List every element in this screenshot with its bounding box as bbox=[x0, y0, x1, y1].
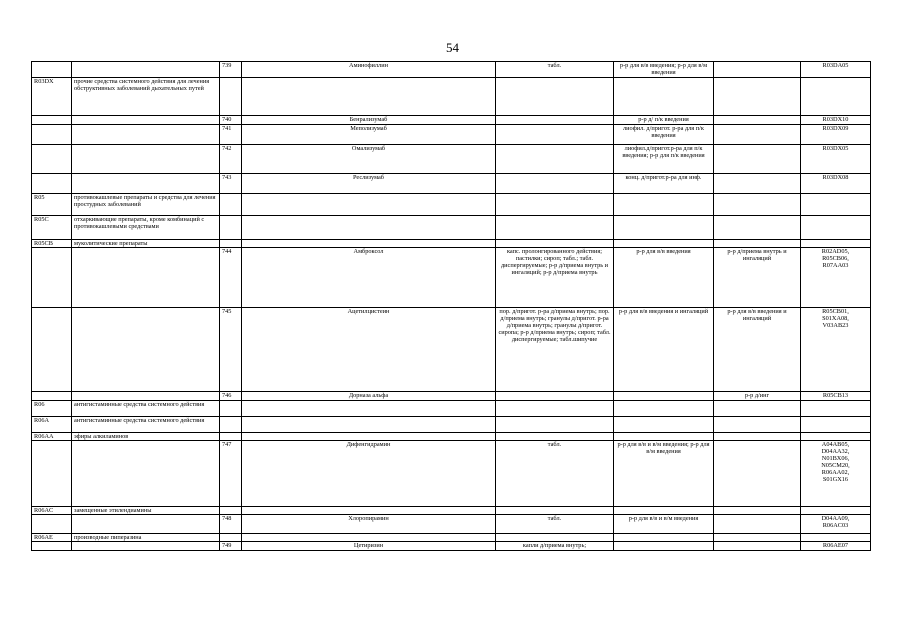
drug-name: Хлоропирамин bbox=[242, 515, 496, 534]
atc-group-code bbox=[32, 542, 72, 551]
form-other bbox=[714, 216, 801, 240]
group-name bbox=[72, 145, 220, 174]
form-injections bbox=[614, 216, 714, 240]
row-number: 743 bbox=[220, 174, 242, 194]
drug-name bbox=[242, 507, 496, 515]
atc-group-code: R05C bbox=[32, 216, 72, 240]
row-number: 748 bbox=[220, 515, 242, 534]
row-number bbox=[220, 240, 242, 248]
group-name bbox=[72, 515, 220, 534]
group-name bbox=[72, 542, 220, 551]
form-tablets: табл. bbox=[496, 441, 614, 507]
atc-group-code: R06AA bbox=[32, 433, 72, 441]
form-other: р-р д/инг bbox=[714, 392, 801, 401]
group-name: антигистаминные средства системного действия bbox=[72, 417, 220, 433]
form-tablets: капс. пролонгированного действия; пастилки; сироп; табл.; табл. диспергируемые; р-р д/приема внутрь и ингаляций; р-р д/приема внутрь bbox=[496, 248, 614, 308]
table-row bbox=[32, 433, 871, 441]
row-number bbox=[220, 194, 242, 216]
row-number bbox=[220, 433, 242, 441]
page-number: 54 bbox=[446, 40, 459, 55]
atc-code: R03DX10 bbox=[801, 116, 871, 125]
drug-name: Аминофиллин bbox=[242, 62, 496, 78]
form-injections: конц. д/пригот.р-ра для инф. bbox=[614, 174, 714, 194]
drug-name bbox=[242, 417, 496, 433]
atc-group-code bbox=[32, 441, 72, 507]
group-name bbox=[72, 174, 220, 194]
table-row bbox=[32, 534, 871, 542]
table-row bbox=[32, 248, 871, 308]
row-number bbox=[220, 401, 242, 417]
atc-group-code bbox=[32, 248, 72, 308]
group-name: отхаркивающие препараты, кроме комбинаций с противокашлевыми средствами bbox=[72, 216, 220, 240]
form-other bbox=[714, 240, 801, 248]
atc-code: R03DX09 bbox=[801, 125, 871, 145]
form-tablets bbox=[496, 534, 614, 542]
row-number: 742 bbox=[220, 145, 242, 174]
form-injections: р-р для в/в и в/м введения; р-р для в/м введения bbox=[614, 441, 714, 507]
form-other bbox=[714, 441, 801, 507]
row-number: 739 bbox=[220, 62, 242, 78]
form-tablets bbox=[496, 78, 614, 116]
group-name: замещенные этилендиамины bbox=[72, 507, 220, 515]
atc-group-code bbox=[32, 515, 72, 534]
form-injections bbox=[614, 542, 714, 551]
row-number: 747 bbox=[220, 441, 242, 507]
form-injections bbox=[614, 240, 714, 248]
atc-code: R05CB13 bbox=[801, 392, 871, 401]
row-number bbox=[220, 78, 242, 116]
drug-name: Дорназа альфа bbox=[242, 392, 496, 401]
table-row bbox=[32, 125, 871, 145]
form-injections: лиофил.д/пригот.р-ра для п/к введения; р-р для п/к введения bbox=[614, 145, 714, 174]
atc-group-code: R05CB bbox=[32, 240, 72, 248]
atc-code bbox=[801, 240, 871, 248]
drug-list-table bbox=[31, 61, 871, 551]
atc-code: R06AE07 bbox=[801, 542, 871, 551]
drug-name bbox=[242, 78, 496, 116]
form-other bbox=[714, 534, 801, 542]
group-name bbox=[72, 62, 220, 78]
table-row bbox=[32, 194, 871, 216]
drug-name bbox=[242, 240, 496, 248]
group-name bbox=[72, 441, 220, 507]
drug-name: Омализумаб bbox=[242, 145, 496, 174]
form-injections: р-р для в/в введения и ингаляций bbox=[614, 308, 714, 392]
form-other bbox=[714, 62, 801, 78]
atc-group-code bbox=[32, 392, 72, 401]
row-number bbox=[220, 216, 242, 240]
form-injections bbox=[614, 401, 714, 417]
form-injections bbox=[614, 392, 714, 401]
form-tablets: табл. bbox=[496, 62, 614, 78]
drug-name: Ацетилцистеин bbox=[242, 308, 496, 392]
drug-name bbox=[242, 433, 496, 441]
row-number: 745 bbox=[220, 308, 242, 392]
group-name bbox=[72, 125, 220, 145]
atc-group-code bbox=[32, 145, 72, 174]
table-row bbox=[32, 441, 871, 507]
atc-code bbox=[801, 433, 871, 441]
form-other bbox=[714, 515, 801, 534]
form-injections bbox=[614, 433, 714, 441]
row-number bbox=[220, 534, 242, 542]
form-tablets bbox=[496, 174, 614, 194]
atc-group-code: R06 bbox=[32, 401, 72, 417]
row-number: 741 bbox=[220, 125, 242, 145]
row-number: 740 bbox=[220, 116, 242, 125]
group-name bbox=[72, 392, 220, 401]
form-tablets bbox=[496, 145, 614, 174]
atc-group-code: R06AC bbox=[32, 507, 72, 515]
group-name bbox=[72, 116, 220, 125]
atc-group-code bbox=[32, 125, 72, 145]
form-injections bbox=[614, 194, 714, 216]
atc-group-code: R06AE bbox=[32, 534, 72, 542]
table-row bbox=[32, 507, 871, 515]
form-other bbox=[714, 507, 801, 515]
form-injections bbox=[614, 507, 714, 515]
group-name bbox=[72, 308, 220, 392]
row-number: 749 bbox=[220, 542, 242, 551]
table-row bbox=[32, 392, 871, 401]
table-row bbox=[32, 542, 871, 551]
table-row bbox=[32, 216, 871, 240]
form-tablets bbox=[496, 433, 614, 441]
form-other bbox=[714, 125, 801, 145]
atc-code: R03DX08 bbox=[801, 174, 871, 194]
form-injections: р-р для в/в введения; р-р для в/м введения bbox=[614, 62, 714, 78]
form-other bbox=[714, 78, 801, 116]
table-row bbox=[32, 116, 871, 125]
form-tablets bbox=[496, 392, 614, 401]
table-row bbox=[32, 240, 871, 248]
form-tablets bbox=[496, 401, 614, 417]
form-tablets bbox=[496, 116, 614, 125]
group-name: прочие средства системного действия для лечения обструктивных заболеваний дыхательных путей bbox=[72, 78, 220, 116]
atc-group-code bbox=[32, 174, 72, 194]
atc-code bbox=[801, 216, 871, 240]
atc-code bbox=[801, 507, 871, 515]
form-tablets: капли д/приема внутрь; bbox=[496, 542, 614, 551]
table-row bbox=[32, 417, 871, 433]
table-row bbox=[32, 174, 871, 194]
form-other bbox=[714, 145, 801, 174]
drug-name: Амброксол bbox=[242, 248, 496, 308]
row-number bbox=[220, 417, 242, 433]
atc-code: A04AB05, D04AA32, N01BX06, N05CM20, R06AA02, S01GX16 bbox=[801, 441, 871, 507]
form-tablets bbox=[496, 507, 614, 515]
form-injections: лиофил. д/пригот. р-ра для п/к введения bbox=[614, 125, 714, 145]
drug-name bbox=[242, 534, 496, 542]
form-other bbox=[714, 116, 801, 125]
table-row bbox=[32, 308, 871, 392]
row-number bbox=[220, 507, 242, 515]
group-name: эфиры алкиламинов bbox=[72, 433, 220, 441]
table-row bbox=[32, 62, 871, 78]
drug-name: Дифенгидрамин bbox=[242, 441, 496, 507]
drug-name bbox=[242, 194, 496, 216]
table-row bbox=[32, 78, 871, 116]
atc-group-code bbox=[32, 308, 72, 392]
form-tablets bbox=[496, 417, 614, 433]
atc-code: R05CB01, S01XA08, V03AB23 bbox=[801, 308, 871, 392]
atc-code bbox=[801, 417, 871, 433]
drug-name: Бенрализумаб bbox=[242, 116, 496, 125]
form-tablets: табл. bbox=[496, 515, 614, 534]
group-name: производные пиперазина bbox=[72, 534, 220, 542]
form-other bbox=[714, 401, 801, 417]
atc-code: R02AD05, R05CB06, R07AA03 bbox=[801, 248, 871, 308]
atc-group-code: R05 bbox=[32, 194, 72, 216]
atc-group-code: R03DX bbox=[32, 78, 72, 116]
row-number: 746 bbox=[220, 392, 242, 401]
atc-group-code bbox=[32, 116, 72, 125]
drug-name: Реслизумаб bbox=[242, 174, 496, 194]
atc-code bbox=[801, 78, 871, 116]
atc-code: R03DX05 bbox=[801, 145, 871, 174]
atc-group-code bbox=[32, 62, 72, 78]
form-injections bbox=[614, 417, 714, 433]
form-other bbox=[714, 542, 801, 551]
form-other bbox=[714, 194, 801, 216]
form-tablets bbox=[496, 194, 614, 216]
drug-name bbox=[242, 401, 496, 417]
group-name bbox=[72, 248, 220, 308]
atc-code bbox=[801, 401, 871, 417]
group-name: муколитические препараты bbox=[72, 240, 220, 248]
form-injections bbox=[614, 78, 714, 116]
form-injections: р-р для в/в введения bbox=[614, 248, 714, 308]
form-tablets bbox=[496, 125, 614, 145]
table-row bbox=[32, 401, 871, 417]
group-name: противокашлевые препараты и средства для лечения простудных заболеваний bbox=[72, 194, 220, 216]
drug-name bbox=[242, 216, 496, 240]
form-other bbox=[714, 433, 801, 441]
row-number: 744 bbox=[220, 248, 242, 308]
atc-group-code: R06A bbox=[32, 417, 72, 433]
form-tablets: пор. д/пригот. р-ра д/приема внутрь; пор. д/приема внутрь; гранулы д/пригот. р-ра д/приема внутрь; гранулы д/пригот. сиропа; р-р д/приема внутрь; сироп; табл. диспергируемые; табл.шипучие bbox=[496, 308, 614, 392]
form-other bbox=[714, 417, 801, 433]
form-other: р-р для в/в введения и ингаляций bbox=[714, 308, 801, 392]
form-injections bbox=[614, 534, 714, 542]
table-row bbox=[32, 515, 871, 534]
table-row bbox=[32, 145, 871, 174]
form-other: р-р д/приема внутрь и ингаляций bbox=[714, 248, 801, 308]
form-injections: р-р д/ п/к введения bbox=[614, 116, 714, 125]
form-injections: р-р для в/в и в/м введения bbox=[614, 515, 714, 534]
atc-code bbox=[801, 534, 871, 542]
form-other bbox=[714, 174, 801, 194]
drug-name: Цетиризин bbox=[242, 542, 496, 551]
atc-code: R03DA05 bbox=[801, 62, 871, 78]
form-tablets bbox=[496, 240, 614, 248]
drug-name: Меполизумаб bbox=[242, 125, 496, 145]
form-tablets bbox=[496, 216, 614, 240]
atc-code: D04AA09, R06AC03 bbox=[801, 515, 871, 534]
atc-code bbox=[801, 194, 871, 216]
group-name: антигистаминные средства системного действия bbox=[72, 401, 220, 417]
